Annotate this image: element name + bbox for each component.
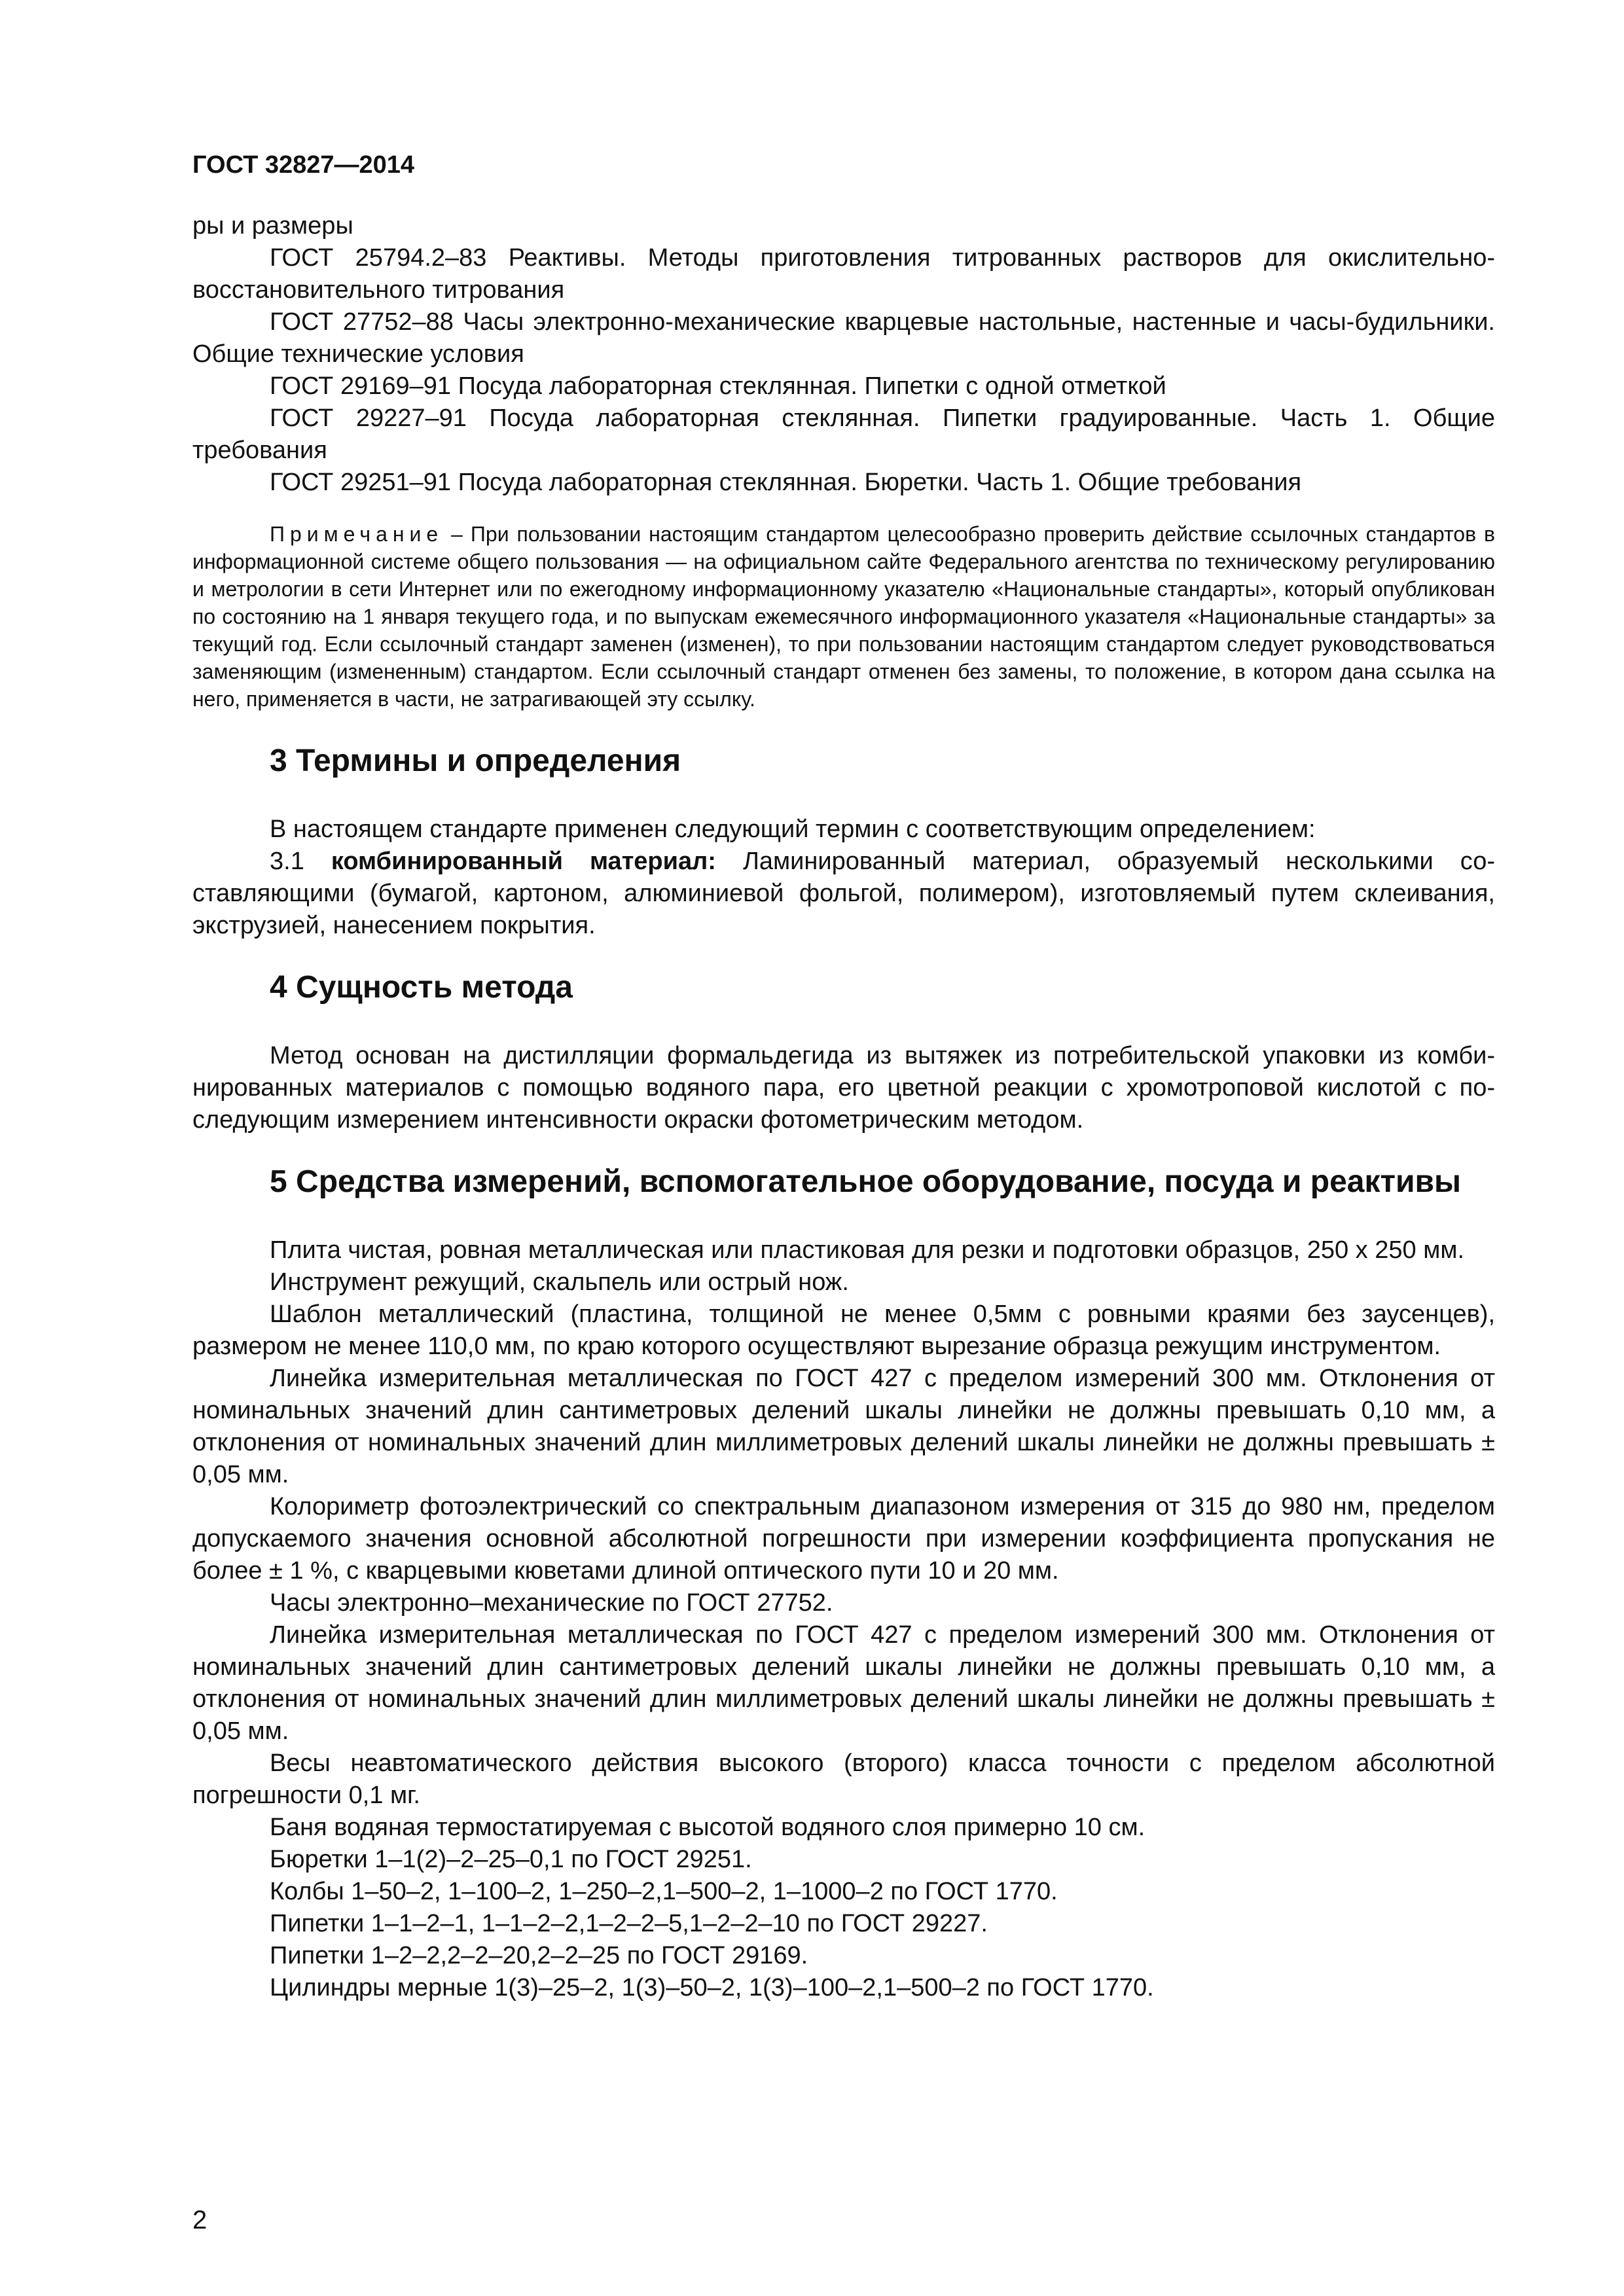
section-5-heading: 5 Средства измерений, вспомогательное оборудование, посуда и реактивы [270, 1164, 1462, 1199]
section-4-text: Метод основан на дистилляции формальдегида из вытяжек из потребительской упаковки из комбинированных материалов с помощью водяного пара, его цветной реакции с хромотроповой кислотой с последующим измерением интенсивности окраски фотометрическим методом. [192, 1042, 1495, 1134]
page-content [192, 149, 1495, 2004]
reference-line: ГОСТ 27752–88 Часы электронно-механические кварцевые настольные, настенные и часы-будильники. Общие технические условия [192, 308, 1495, 368]
equipment-item: Шаблон металлический (пластина, толщиной не менее 0,5мм с ровными краями без заусенцев), размером не менее 110,0 мм, по краю которого осуществляют вырезание образца режущим инструментом. [192, 1300, 1495, 1360]
equipment-item: Пипетки 1–2–2,2–2–20,2–2–25 по ГОСТ 29169. [270, 1942, 808, 1969]
reference-line: ГОСТ 29251–91 Посуда лабораторная стеклянная. Бюретки. Часть 1. Общие требования [270, 469, 1302, 496]
reference-line: ГОСТ 29227–91 Посуда лабораторная стеклянная. Пипетки градуированные. Часть 1. Общие требования [192, 404, 1495, 464]
reference-line: ГОСТ 29169–91 Посуда лабораторная стеклянная. Пипетки с одной отметкой [270, 372, 1166, 400]
term-name: комбинированный материал: [331, 848, 716, 875]
note-paragraph [192, 520, 1495, 713]
term-number: 3.1 [270, 848, 331, 875]
equipment-item: Линейка измерительная металлическая по ГОСТ 427 с пределом измерений 300 мм. Отклонения от номинальных значений длин сантиметровых делений шкалы линейки не должны превышать 0,10 мм, а отклонения от номинальных значений длин миллиметровых делений шкалы линейки не должны превышать ± 0,05 мм. [192, 1621, 1495, 1745]
equipment-item: Весы неавтоматического действия высокого (второго) класса точности с пределом абсолютной погрешности 0,1 мг. [192, 1749, 1495, 1809]
term-definition [192, 846, 1495, 942]
equipment-item: Колориметр фотоэлектрический со спектральным диапазоном измерения от 315 до 980 нм, пределом допускаемого значения основной абсолютной погрешности при измерении коэффициента пропускания не более ± 1 %, с кварцевыми кюветами длиной оптического пути 10 и 20 мм. [192, 1493, 1495, 1585]
section-3-heading: 3 Термины и определения [270, 744, 681, 778]
equipment-item: Колбы 1–50–2, 1–100–2, 1–250–2,1–500–2, 1–1000–2 по ГОСТ 1770. [270, 1878, 1058, 1905]
equipment-item: Линейка измерительная металлическая по ГОСТ 427 с пределом измерений 300 мм. Отклонения от номинальных значений длин сантиметровых делений шкалы линейки не должны превышать 0,10 мм, а отклонения от номинальных значений длин миллиметровых делений шкалы линейки не должны превышать ± 0,05 мм. [192, 1365, 1495, 1488]
section-3-intro: В настоящем стандарте применен следующий термин с соответствующим определением: [270, 816, 1316, 843]
equipment-list [192, 1234, 1495, 2004]
equipment-item: Пипетки 1–1–2–1, 1–1–2–2,1–2–2–5,1–2–2–10 по ГОСТ 29227. [270, 1910, 988, 1937]
term-text: Ламинированный материал, образуемый несколькими составляющими (бумагой, картоном, алюминиевой фольгой, полимером), изготовляемый путем склеивания, экструзией, нанесением покрытия. [192, 848, 1495, 939]
equipment-item: Плита чистая, ровная металлическая или пластиковая для резки и подготовки образцов, 250 х 250 мм. [270, 1236, 1465, 1264]
section-4-heading: 4 Сущность метода [270, 970, 573, 1005]
equipment-item: Инструмент режущий, скальпель или острый нож. [270, 1268, 849, 1296]
reference-line: ГОСТ 25794.2–83 Реактивы. Методы приготовления титрованных растворов для окислительно-восстановительного титрования [192, 244, 1495, 304]
note-text: – При пользовании настоящим стандартом целесообразно проверить действие ссылочных стандартов в информационной системе общего пользования — на официальном сайте Федерального агентства по техническому регулированию и метрологии в сети Интернет или по ежегодному информационному указателю «Национальные стандарты», который опубликован по состоянию на 1 января текущего года, и по выпускам ежемесячного информационного указателя «Национальные стандарты» за текущий год. Если ссылочный стандарт заменен (изменен), то при пользовании настоящим стандартом следует руководствоваться заменяющим (измененным) стандартом. Если ссылочный стандарт отменен без замены, то положение, в котором дана ссылка на него, применяется в части, не затрагивающей эту ссылку. [192, 522, 1495, 711]
note-label: Примечание [270, 522, 444, 546]
document-id: ГОСТ 32827—2014 [192, 151, 415, 179]
reference-line: ры и размеры [192, 212, 353, 240]
equipment-item: Бюретки 1–1(2)–2–25–0,1 по ГОСТ 29251. [270, 1846, 752, 1873]
equipment-item: Баня водяная термостатируемая с высотой водяного слоя примерно 10 см. [270, 1814, 1146, 1841]
equipment-item: Часы электронно–механические по ГОСТ 27752. [270, 1589, 833, 1617]
equipment-item: Цилиндры мерные 1(3)–25–2, 1(3)–50–2, 1(3)–100–2,1–500–2 по ГОСТ 1770. [270, 1974, 1154, 2001]
page-number: 2 [192, 2206, 208, 2234]
